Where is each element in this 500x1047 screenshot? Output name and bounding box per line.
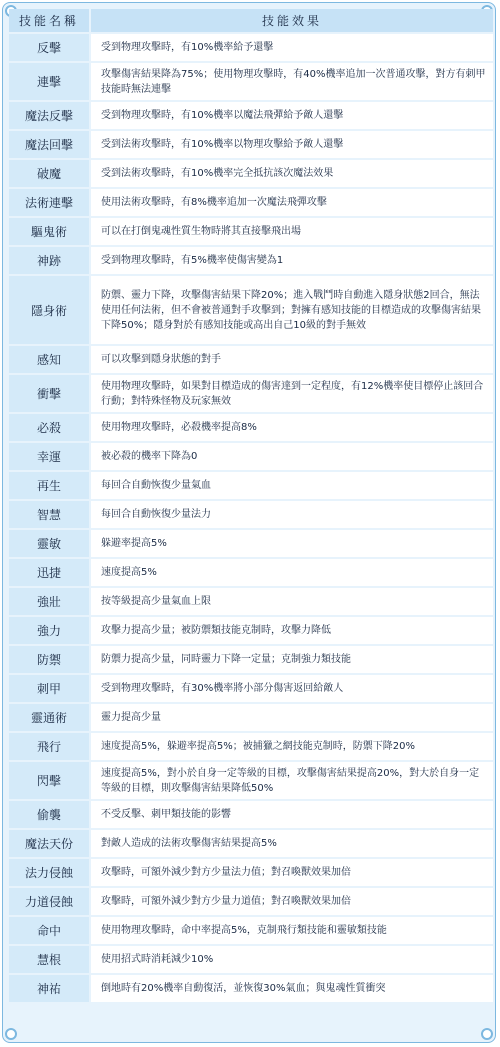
skill-effect: 可以攻擊到隱身狀態的對手 [91,346,493,373]
skill-name: 智慧 [9,501,91,528]
skill-name: 閃擊 [9,762,91,799]
table-row [9,588,493,615]
skill-name: 法術連擊 [9,189,91,216]
skill-name: 感知 [9,346,91,373]
skill-name: 防禦 [9,646,91,673]
skill-table-frame [2,2,496,1043]
skill-effect: 使用法術攻擊時，有8%機率追加一次魔法飛彈攻擊 [91,189,493,216]
skill-name: 力道侵蝕 [9,888,91,915]
skill-name: 衝擊 [9,375,91,412]
table-row [9,189,493,216]
table-row [9,830,493,857]
skill-name: 魔法反擊 [9,102,91,129]
skill-effect: 使用物理攻擊時，如果對目標造成的傷害達到一定程度，有12%機率使目標停止該回合行動；對特殊怪物及玩家無效 [91,375,493,412]
skill-effect: 靈力提高少量 [91,704,493,731]
skill-name: 神跡 [9,247,91,274]
corner-ornament-icon [481,1028,493,1040]
skill-name: 幸運 [9,443,91,470]
table-row [9,859,493,886]
skill-effect: 受到物理攻擊時，有5%機率使傷害變為1 [91,247,493,274]
table-row [9,63,493,100]
skill-effect: 受到物理攻擊時，有30%機率將小部分傷害返回給敵人 [91,675,493,702]
header-skill-effect: 技能效果 [91,9,493,32]
skill-name: 破魔 [9,160,91,187]
skill-effect: 受到法術攻擊時，有10%機率完全抵抗該次魔法效果 [91,160,493,187]
skill-name: 刺甲 [9,675,91,702]
skill-name: 反擊 [9,34,91,61]
table-row [9,501,493,528]
table-row [9,218,493,245]
table-row [9,704,493,731]
skill-name: 命中 [9,917,91,944]
skill-effect: 攻擊力提高少量；被防禦類技能克制時，攻擊力降低 [91,617,493,644]
skill-effect: 躲避率提高5% [91,530,493,557]
skill-name: 偷襲 [9,801,91,828]
skill-effect: 速度提高5%，躲避率提高5%；被捕獵之網技能克制時，防禦下降20% [91,733,493,760]
skill-effect: 按等級提高少量氣血上限 [91,588,493,615]
skill-name: 必殺 [9,414,91,441]
skill-name: 強壯 [9,588,91,615]
skill-effect: 倒地時有20%機率自動復活，並恢復30%氣血；與鬼魂性質衝突 [91,975,493,1002]
skill-effect: 每回合自動恢復少量法力 [91,501,493,528]
skill-effect: 使用物理攻擊時，必殺機率提高8% [91,414,493,441]
skill-name: 隱身術 [9,276,91,344]
table-row [9,34,493,61]
skill-effect: 被必殺的機率下降為0 [91,443,493,470]
skill-effect: 速度提高5% [91,559,493,586]
skill-effect: 防禦、靈力下降，攻擊傷害結果下降20%；進入戰鬥時自動進入隱身狀態2回合，無法使用任何法術，但不會被普通對手攻擊到；對擁有感知技能的目標造成的攻擊傷害結果下降50%；隱身對於有感知技能或高出自己10級的對手無效 [91,276,493,344]
table-row [9,472,493,499]
skill-effect: 對敵人造成的法術攻擊傷害結果提高5% [91,830,493,857]
skill-effect: 受到物理攻擊時，有10%機率給予還擊 [91,34,493,61]
skill-name: 飛行 [9,733,91,760]
table-row [9,160,493,187]
table-row [9,762,493,799]
skill-name: 神祐 [9,975,91,1002]
table-row [9,346,493,373]
table-row [9,975,493,1002]
skill-name: 強力 [9,617,91,644]
skill-name: 靈敏 [9,530,91,557]
skill-name: 慧根 [9,946,91,973]
table-row [9,102,493,129]
skill-effect: 攻擊傷害結果降為75%；使用物理攻擊時，有40%機率追加一次普通攻擊，對方有刺甲技能時無法連擊 [91,63,493,100]
skill-effect: 速度提高5%，對小於自身一定等級的目標，攻擊傷害結果提高20%，對大於自身一定等級的目標，則攻擊傷害結果降低50% [91,762,493,799]
skill-name: 靈通術 [9,704,91,731]
table-row [9,617,493,644]
table-row [9,247,493,274]
table-row [9,559,493,586]
table-header-row [9,9,493,32]
skill-name: 驅鬼術 [9,218,91,245]
table-row [9,733,493,760]
table-row [9,443,493,470]
table-row [9,276,493,344]
table-row [9,375,493,412]
skill-effect: 防禦力提高少量，同時靈力下降一定量；克制強力類技能 [91,646,493,673]
table-row [9,414,493,441]
table-row [9,131,493,158]
table-row [9,946,493,973]
skill-effect: 受到物理攻擊時，有10%機率以魔法飛彈給予敵人還擊 [91,102,493,129]
skill-effect: 攻擊時，可額外減少對方少量法力值；對召喚獸效果加倍 [91,859,493,886]
skill-effect: 不受反擊、刺甲類技能的影響 [91,801,493,828]
table-row [9,675,493,702]
skill-effect: 受到法術攻擊時，有10%機率以物理攻擊給予敵人還擊 [91,131,493,158]
skill-name: 迅捷 [9,559,91,586]
skill-effect: 攻擊時，可額外減少對方少量力道值；對召喚獸效果加倍 [91,888,493,915]
table-row [9,646,493,673]
table-row [9,917,493,944]
skill-effect: 每回合自動恢復少量氣血 [91,472,493,499]
table-row [9,530,493,557]
skill-name: 法力侵蝕 [9,859,91,886]
skill-effect: 使用物理攻擊時，命中率提高5%，克制飛行類技能和靈敏類技能 [91,917,493,944]
skill-name: 魔法天份 [9,830,91,857]
skill-name: 魔法回擊 [9,131,91,158]
corner-ornament-icon [5,1028,17,1040]
skill-name: 連擊 [9,63,91,100]
table-row [9,801,493,828]
skill-effect: 使用招式時消耗減少10% [91,946,493,973]
skill-table [9,7,493,1004]
table-row [9,888,493,915]
skill-name: 再生 [9,472,91,499]
skill-effect: 可以在打倒鬼魂性質生物時將其直接擊飛出場 [91,218,493,245]
header-skill-name: 技能名稱 [9,9,91,32]
